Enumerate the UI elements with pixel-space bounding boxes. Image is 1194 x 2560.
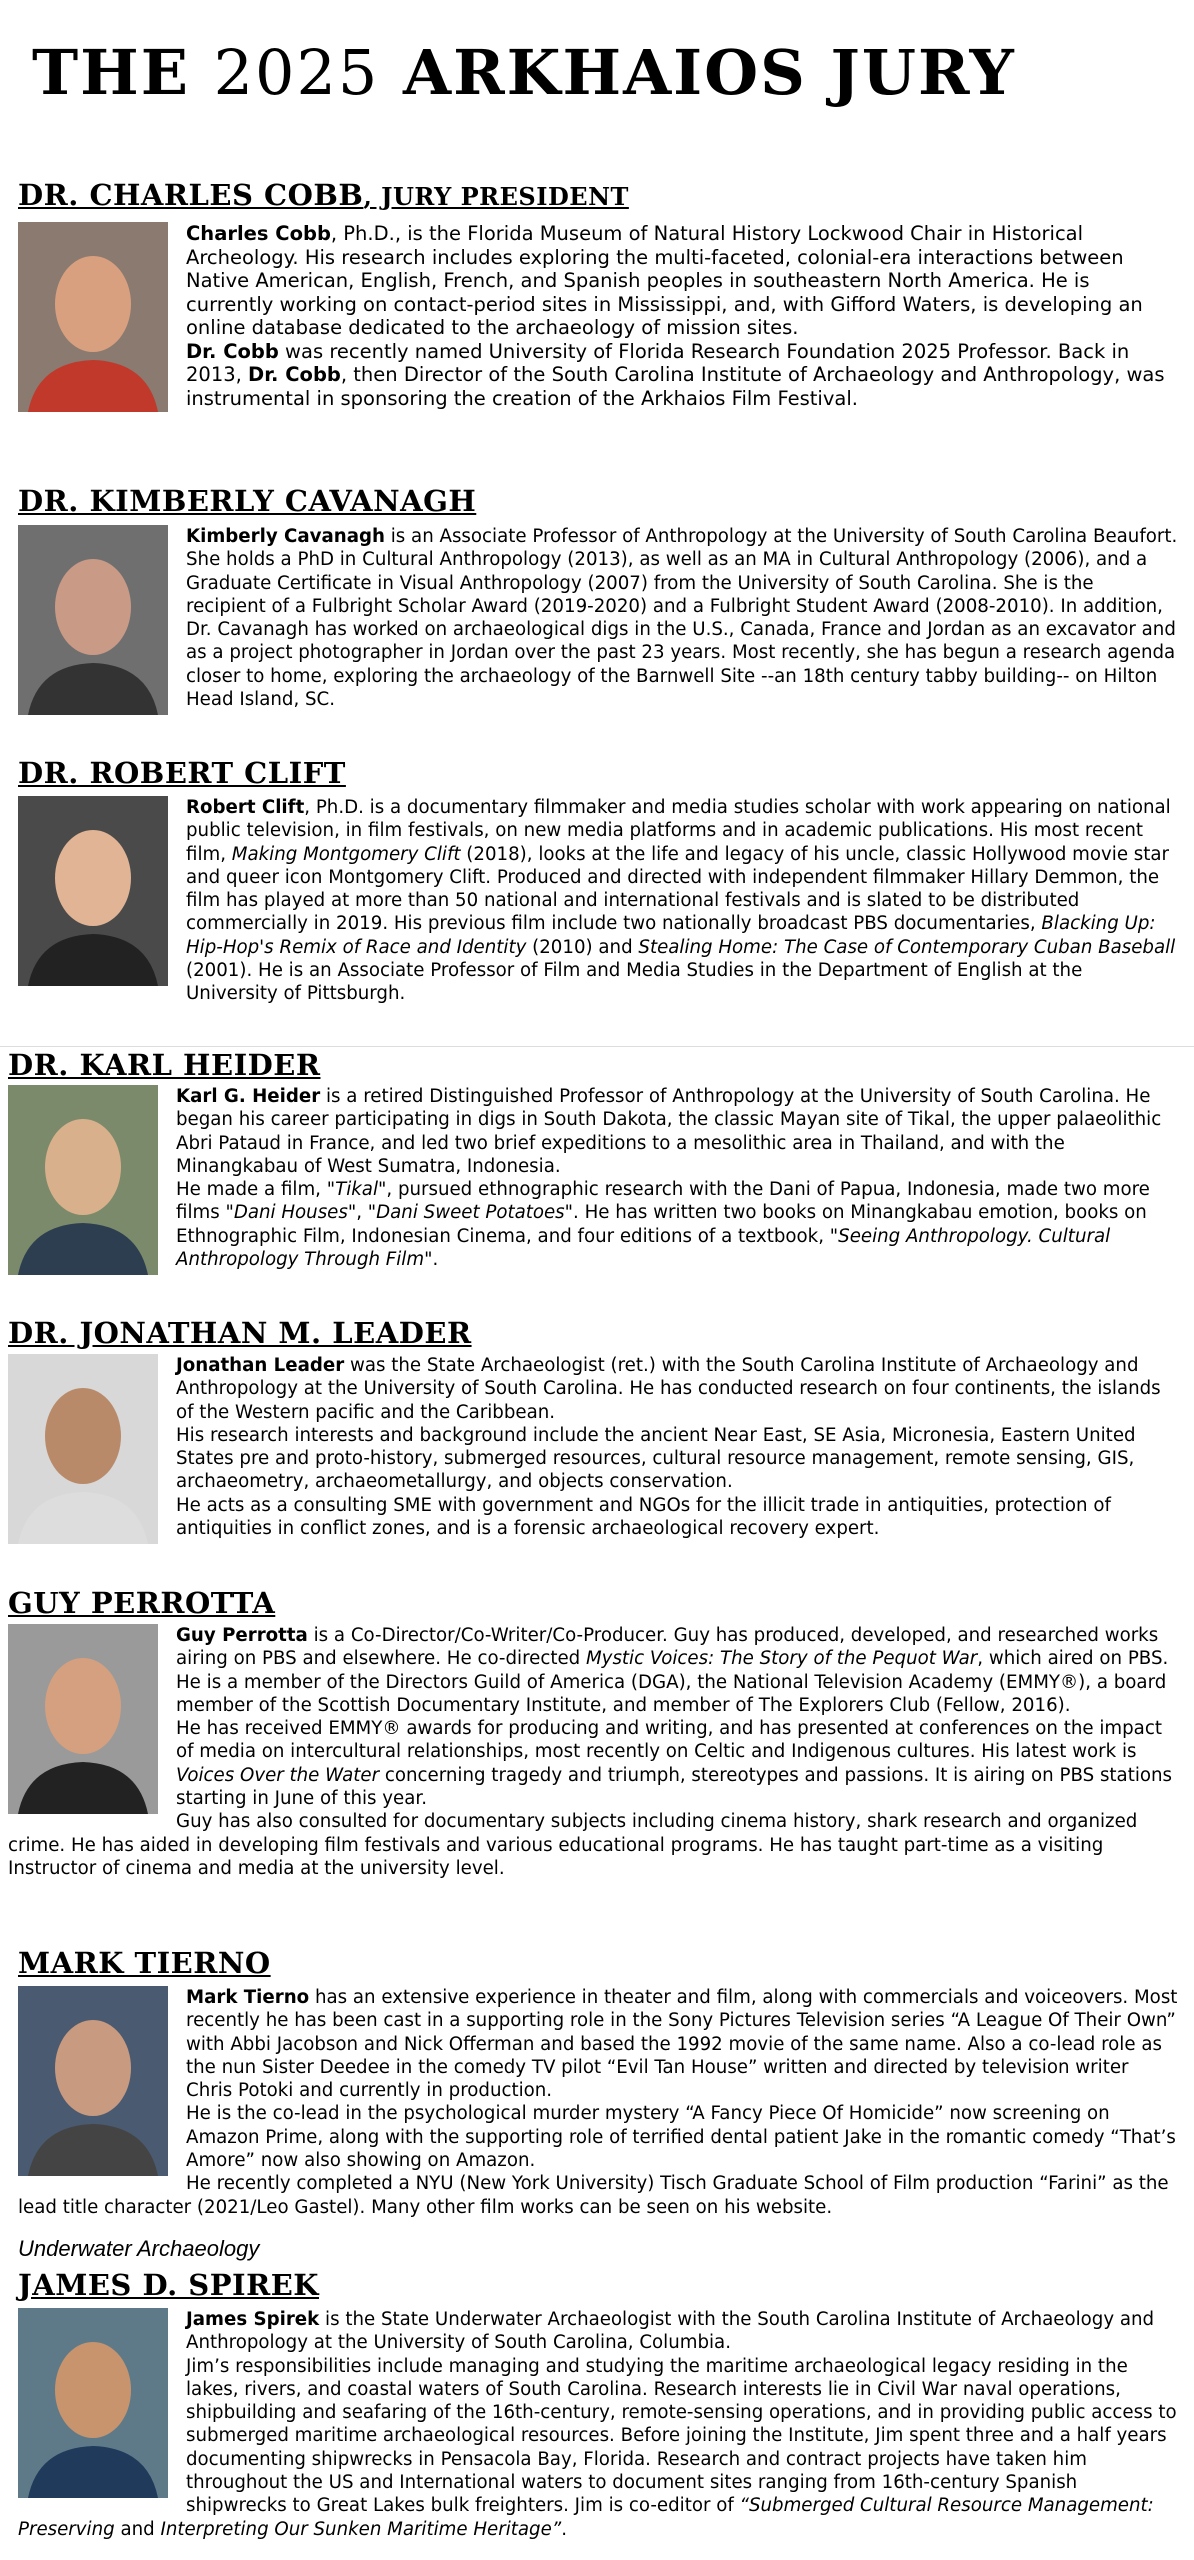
juror-photo	[18, 2308, 168, 2498]
bio-paragraph: Charles Cobb, Ph.D., is the Florida Museum of Natural History Lockwood Chair in Historical Archeology. His research includes exploring the multi-faceted, colonial-era interactions between Native American, English, French, and Spanish peoples in southeastern North America. He is currently working on contact-period sites in Mississippi, and, with Gifford Waters, is developing an online database dedicated to the archaeology of mission sites.	[186, 222, 1143, 339]
juror-photo	[8, 1085, 158, 1275]
bio-paragraph: Robert Clift, Ph.D. is a documentary filmmaker and media studies scholar with work appearing on national public television, in film festivals, on new media platforms and in academic publications. His most recent film, Making Montgomery Clift (2018), looks at the life and legacy of his uncle, classic Hollywood movie star and queer icon Montgomery Clift. Produced and directed with independent filmmaker Hillary Demmon, the film has played at more than 50 national and international festivals and is slated to be distributed commercially in 2019. His previous film include two nationally broadcast PBS documentaries, Blacking Up: Hip-Hop's Remix of Race and Identity (2010) and Stealing Home: The Case of Contemporary Cuban Baseball (2001). He is an Associate Professor of Film and Media Studies in the Department of English at the University of Pittsburgh.	[186, 797, 1176, 1005]
bio-paragraph: He made a film, "Tikal", pursued ethnographic research with the Dani of Papua, Indonesia, made two more films "Dani Houses", "Dani Sweet Potatoes". He has written two books on Minangkabau emotion, books on Ethnographic Film, Indonesian Cinema, and four editions of a textbook, "Seeing Anthropology. Cultural Anthropology Through Film".	[176, 1179, 1150, 1271]
juror-bio	[8, 1085, 1178, 1275]
juror-photo	[18, 222, 168, 412]
juror-name	[18, 484, 476, 518]
juror-name-text: DR. KARL HEIDER	[8, 1048, 321, 1082]
bio-paragraph: Dr. Cobb was recently named University of Florida Research Foundation 2025 Professor. Back in 2013, Dr. Cobb, then Director of the South Carolina Institute of Archaeology and Anthropology, was instrumental in sponsoring the creation of the Arkhaios Film Festival.	[186, 339, 1165, 410]
juror-role: , JURY PRESIDENT	[363, 182, 629, 211]
juror-name-text: DR. KIMBERLY CAVANAGH	[18, 484, 477, 518]
portrait-photo	[18, 525, 168, 715]
juror-name	[8, 1586, 275, 1620]
portrait-photo	[8, 1085, 158, 1275]
juror-name	[18, 178, 629, 212]
bio-paragraph: He has received EMMY® awards for producing and writing, and has presented at conferences on the impact of media on intercultural relationships, most recently on Celtic and Indigenous cultures. His latest work is Voices Over the Water concerning tragedy and triumph, stereotypes and passions. It is airing on PBS stations starting in June of this year.	[176, 1718, 1173, 1810]
bio-paragraph: Jim’s responsibilities include managing and studying the maritime archaeological legacy residing in the lakes, rivers, and coastal waters of South Carolina. Research interests lie in Civil War naval operations, shipbuilding and seafaring of the 16th-century, remote-sensing operations, and in providing public access to submerged maritime archaeological resources. Before joining the Institute, Jim spent three and a half years documenting shipwrecks in Pensacola Bay, Florida. Research and contract projects have taken him throughout the US and International waters to document sites ranging from 16th-century Spanish shipwrecks to Great Lakes bulk freighters. Jim is co-editor of “Submerged Cultural Resource Management: Preserving and Interpreting Our Sunken Maritime Heritage”.	[18, 2355, 1177, 2540]
bio-paragraph: Mark Tierno has an extensive experience in theater and film, along with commercials and voiceovers. Most recently he has been cast in a supporting role in the Sony Pictures Television series “A League Of Their Own” with Abbi Jacobson and Nick Offerman and based the 1992 movie of the same name. Also a co-lead role as the nun Sister Deedee in the comedy TV pilot “Evil Tan House” written and directed by television writer Chris Potoki and currently in production.	[186, 1987, 1178, 2102]
juror-bio	[18, 1986, 1178, 2219]
portrait-photo	[8, 1624, 158, 1814]
juror-name	[8, 1048, 320, 1082]
juror-name	[18, 756, 346, 790]
bio-paragraph: He is the co-lead in the psychological murder mystery “A Fancy Piece Of Homicide” now screening on Amazon Prime, along with the supporting role of terrified dental patient Jake in the romantic comedy “That’s Amore” now also showing on Amazon.	[186, 2103, 1176, 2172]
portrait-photo	[18, 1986, 168, 2176]
juror-bio	[18, 796, 1178, 1006]
bio-paragraph: He acts as a consulting SME with government and NGOs for the illicit trade in antiquities, protection of antiquities in conflict zones, and is a forensic archaeological recovery expert.	[176, 1494, 1111, 1540]
bio-paragraph: He recently completed a NYU (New York University) Tisch Graduate School of Film production “Farini” as the lead title character (2021/Leo Gastel). Many other film works can be seen on his website.	[18, 2173, 1169, 2218]
bio-paragraph: Guy Perrotta is a Co-Director/Co-Writer/Co-Producer. Guy has produced, developed, and researched works airing on PBS and elsewhere. He co-directed Mystic Voices: The Story of the Pequot War, which aired on PBS. He is a member of the Directors Guild of America (DGA), the National Television Academy (EMMY®), a board member of the Scottish Documentary Institute, and member of The Explorers Club (Fellow, 2016).	[176, 1625, 1169, 1716]
bio-paragraph: Guy has also consulted for documentary subjects including cinema history, shark research and organized crime. He has aided in developing film festivals and various educational programs. He has taught part-time as a visiting Instructor of cinema and media at the university level.	[8, 1811, 1138, 1879]
section-kicker: Underwater Archaeology	[18, 2236, 260, 2261]
juror-name-text: DR. CHARLES COBB	[18, 178, 364, 212]
bio-paragraph: His research interests and background include the ancient Near East, SE Asia, Micronesia, Eastern United States pre and proto-history, submerged resources, cultural resource management, remote sensing, GIS, archaeometry, archaeometallurgy, and objects conservation.	[176, 1424, 1136, 1493]
juror-name	[18, 1946, 271, 1980]
juror-name-text: JAMES D. SPIREK	[18, 2268, 319, 2302]
portrait-photo	[8, 1354, 158, 1544]
bio-paragraph: Kimberly Cavanagh is an Associate Professor of Anthropology at the University of South Carolina Beaufort. She holds a PhD in Cultural Anthropology (2013), as well as an MA in Cultural Anthropology (2006), and a Graduate Certificate in Visual Anthropology (2007) from the University of South Carolina. She is the recipient of a Fulbright Scholar Award (2019-2020) and a Fulbright Student Award (2008-2010). In addition, Dr. Cavanagh has worked on archaeological digs in the U.S., Canada, France and Jordan as an excavator and as a project photographer in Jordan over the past 23 years. Most recently, she has begun a research agenda closer to home, exploring the archaeology of the Barnwell Site --an 18th century tabby building-- on Hilton Head Island, SC.	[186, 526, 1178, 711]
bio-paragraph: Karl G. Heider is a retired Distinguished Professor of Anthropology at the University of South Carolina. He began his career participating in digs in South Dakota, the classic Mayan site of Tikal, the upper palaeolithic Abri Pataud in France, and led two brief expeditions to a mesolithic area in Thailand, and with the Minangkabau of West Sumatra, Indonesia.	[176, 1086, 1162, 1177]
juror-name-text: GUY PERROTTA	[8, 1586, 276, 1620]
juror-name-text: DR. JONATHAN M. LEADER	[8, 1316, 472, 1350]
portrait-photo	[18, 2308, 168, 2498]
section-divider	[0, 1046, 1194, 1047]
juror-photo	[8, 1624, 158, 1814]
juror-name-text: MARK TIERNO	[18, 1946, 271, 1980]
title-post: ARKHAIOS JURY	[402, 36, 1016, 109]
juror-photo	[8, 1354, 158, 1544]
title-pre: THE	[32, 36, 190, 109]
bio-paragraph: Jonathan Leader was the State Archaeologist (ret.) with the South Carolina Institute of Archaeology and Anthropology at the University of South Carolina. He has conducted research on four continents, the islands of the Western pacific and the Caribbean.	[176, 1355, 1161, 1423]
juror-bio	[8, 1354, 1178, 1544]
title-year: 2025	[213, 36, 380, 109]
juror-name	[8, 1316, 472, 1350]
juror-bio	[18, 222, 1178, 412]
juror-bio	[18, 2308, 1178, 2541]
juror-photo	[18, 525, 168, 715]
bio-paragraph: James Spirek is the State Underwater Archaeologist with the South Carolina Institute of Archaeology and Anthropology at the University of South Carolina, Columbia.	[186, 2309, 1155, 2354]
juror-name-text: DR. ROBERT CLIFT	[18, 756, 346, 790]
juror-name	[18, 2268, 319, 2302]
portrait-photo	[18, 222, 168, 412]
juror-photo	[18, 1986, 168, 2176]
page-title	[32, 36, 1016, 109]
juror-photo	[18, 796, 168, 986]
portrait-photo	[18, 796, 168, 986]
juror-bio	[8, 1624, 1178, 1880]
juror-bio	[18, 525, 1178, 715]
